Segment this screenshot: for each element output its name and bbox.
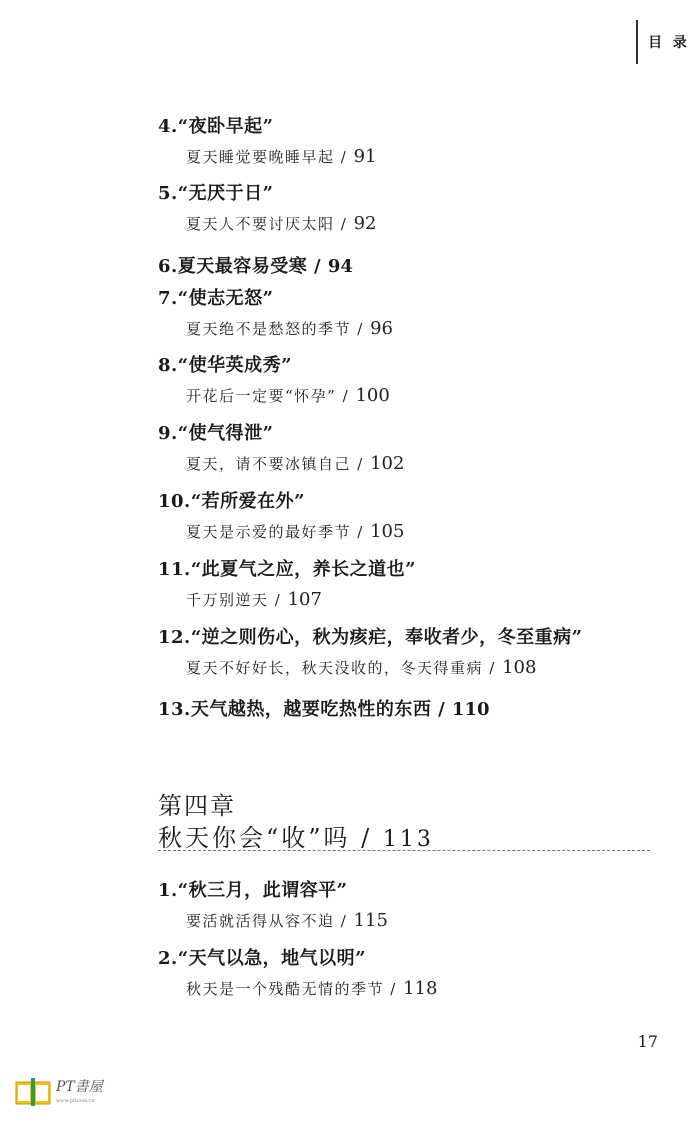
toc-entry-title: 6.夏天最容易受寒 / 94 <box>158 256 353 277</box>
page-number: 17 <box>637 1032 658 1051</box>
toc-page-ref: 107 <box>287 589 322 610</box>
toc-page-ref: 108 <box>502 657 537 678</box>
toc-page-ref: 115 <box>353 910 388 931</box>
toc-entry-title: 7.“使志无怒” <box>158 288 274 309</box>
toc-page-ref: 118 <box>403 978 438 999</box>
chapter-divider <box>158 850 650 851</box>
toc-entry-title: 8.“使华英成秀” <box>158 355 292 376</box>
toc-entry-subtitle: 秋天是一个残酷无情的季节 / 118 <box>186 978 438 999</box>
toc-page-ref: 92 <box>353 213 377 234</box>
toc-page-ref: 110 <box>451 699 490 720</box>
toc-entry-subtitle: 千万别逆天 / 107 <box>186 589 322 610</box>
toc-page-ref: 94 <box>327 256 353 277</box>
watermark-url: www.ptbook.cn <box>56 1098 95 1104</box>
toc-entry-title: 2.“天气以急，地气以明” <box>158 948 366 969</box>
chapter-label: 第四章 <box>158 792 236 820</box>
toc-entry-subtitle: 夏天不好好长，秋天没收的，冬天得重病 / 108 <box>186 657 537 678</box>
toc-page-ref: 105 <box>370 521 405 542</box>
toc-entry-subtitle: 夏天人不要讨厌太阳 / 92 <box>186 213 377 234</box>
watermark-logo <box>14 1072 104 1112</box>
toc-entry-title: 13.天气越热，越要吃热性的东西 / 110 <box>158 699 490 720</box>
toc-entry-title: 5.“无厌于日” <box>158 183 274 204</box>
toc-page-ref: 102 <box>370 453 405 474</box>
watermark-text: PT書屋 <box>56 1079 103 1095</box>
toc-entry-subtitle: 夏天是示爱的最好季节 / 105 <box>186 521 405 542</box>
running-head: 目 录 <box>636 20 700 64</box>
chapter-title[interactable]: 秋天你会“收”吗 / 113 <box>158 824 434 852</box>
toc-entry-title: 10.“若所爱在外” <box>158 491 306 512</box>
toc-entry-subtitle: 要活就活得从容不迫 / 115 <box>186 910 388 931</box>
toc-entry-subtitle: 夏天，请不要冰镇自己 / 102 <box>186 453 405 474</box>
chapter-page-ref: 113 <box>382 827 434 852</box>
toc-page-ref: 100 <box>355 385 390 406</box>
toc-entry-title: 1.“秋三月，此谓容平” <box>158 880 348 901</box>
toc-entry-title: 4.“夜卧早起” <box>158 116 274 137</box>
toc-page-ref: 96 <box>370 318 393 339</box>
toc-entry-subtitle: 夏天睡觉要晚睡早起 / 91 <box>186 146 377 167</box>
toc-entry-title: 11.“此夏气之应，养长之道也” <box>158 559 417 580</box>
book-icon <box>14 1076 52 1108</box>
toc-entry-title: 9.“使气得泄” <box>158 423 274 444</box>
toc-page-ref: 91 <box>353 146 377 167</box>
toc-entry-subtitle: 开花后一定要“怀孕” / 100 <box>186 385 390 406</box>
toc-entry-title: 12.“逆之则伤心，秋为痎疟，奉收者少，冬至重病” <box>158 627 583 648</box>
toc-entry-subtitle: 夏天绝不是愁怒的季节 / 96 <box>186 318 393 339</box>
